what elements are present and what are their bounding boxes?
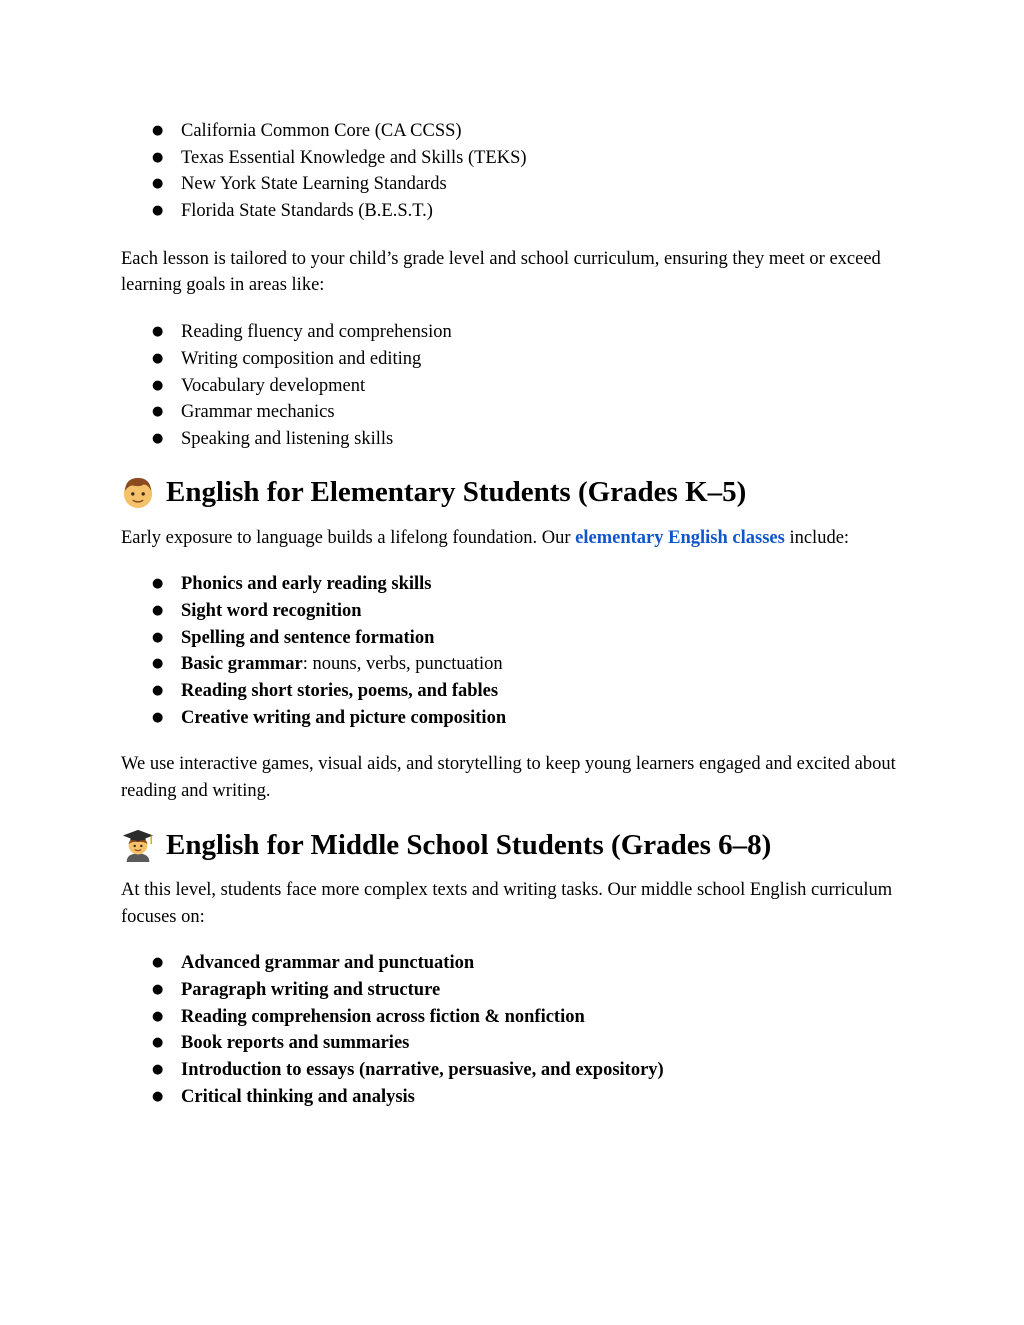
list-item: ● Phonics and early reading skills xyxy=(121,571,911,598)
middle-school-intro: At this level, students face more complex texts and writing tasks. Our middle school English curriculum focuses on: xyxy=(121,879,893,927)
student-graduation-cap-icon xyxy=(121,828,155,862)
tailored-paragraph: Each lesson is tailored to your child’s grade level and school curriculum, ensuring they meet or exceed learning goals in areas like: xyxy=(121,248,881,296)
list-item: ● Vocabulary development xyxy=(121,373,911,400)
list-item: ● California Common Core (CA CCSS) xyxy=(121,118,911,145)
list-item: ● Advanced grammar and punctuation xyxy=(121,950,911,977)
list-item: ● New York State Learning Standards xyxy=(121,171,911,198)
elementary-intro xyxy=(121,525,911,552)
list-item: ● Reading fluency and comprehension xyxy=(121,319,911,346)
list-item: ● Book reports and summaries xyxy=(121,1030,911,1057)
list-item: ● Introduction to essays (narrative, persuasive, and expository) xyxy=(121,1057,911,1084)
boy-face-icon xyxy=(121,475,155,509)
elementary-closing: We use interactive games, visual aids, and storytelling to keep young learners engaged and excited about reading and writing. xyxy=(121,754,896,802)
document-page xyxy=(121,118,911,1110)
list-item: ● Paragraph writing and structure xyxy=(121,977,911,1004)
middle-school-heading-text: English for Middle School Students (Grades 6–8) xyxy=(166,828,772,861)
elementary-intro-end: include: xyxy=(784,527,850,548)
elementary-intro-text: Early exposure to language builds a lifelong foundation. Our xyxy=(121,527,576,548)
list-item: ● Reading comprehension across fiction & nonfiction xyxy=(121,1004,911,1031)
list-item: ● Florida State Standards (B.E.S.T.) xyxy=(121,198,911,225)
list-item: ● Reading short stories, poems, and fables xyxy=(121,678,911,705)
elementary-heading xyxy=(121,472,911,512)
learning-areas-list xyxy=(121,319,911,452)
middle-school-heading xyxy=(121,825,911,865)
basic-grammar-detail: : nouns, verbs, punctuation xyxy=(302,654,503,675)
list-item: ● Speaking and listening skills xyxy=(121,426,911,453)
list-item xyxy=(121,651,911,678)
list-item: ● Writing composition and editing xyxy=(121,346,911,373)
standards-list xyxy=(121,118,911,225)
list-item: ● Spelling and sentence formation xyxy=(121,625,911,652)
elementary-english-classes-link[interactable]: elementary English classes xyxy=(575,527,785,548)
list-item: ● Texas Essential Knowledge and Skills (TEKS) xyxy=(121,145,911,172)
list-item: ● Sight word recognition xyxy=(121,598,911,625)
middle-school-topics-list xyxy=(121,950,911,1110)
list-item: ● Critical thinking and analysis xyxy=(121,1084,911,1111)
elementary-heading-text: English for Elementary Students (Grades K–5) xyxy=(166,475,747,508)
basic-grammar-label: Basic grammar xyxy=(181,654,303,675)
list-item: ● Grammar mechanics xyxy=(121,399,911,426)
elementary-topics-list xyxy=(121,571,911,731)
list-item: ● Creative writing and picture composition xyxy=(121,705,911,732)
